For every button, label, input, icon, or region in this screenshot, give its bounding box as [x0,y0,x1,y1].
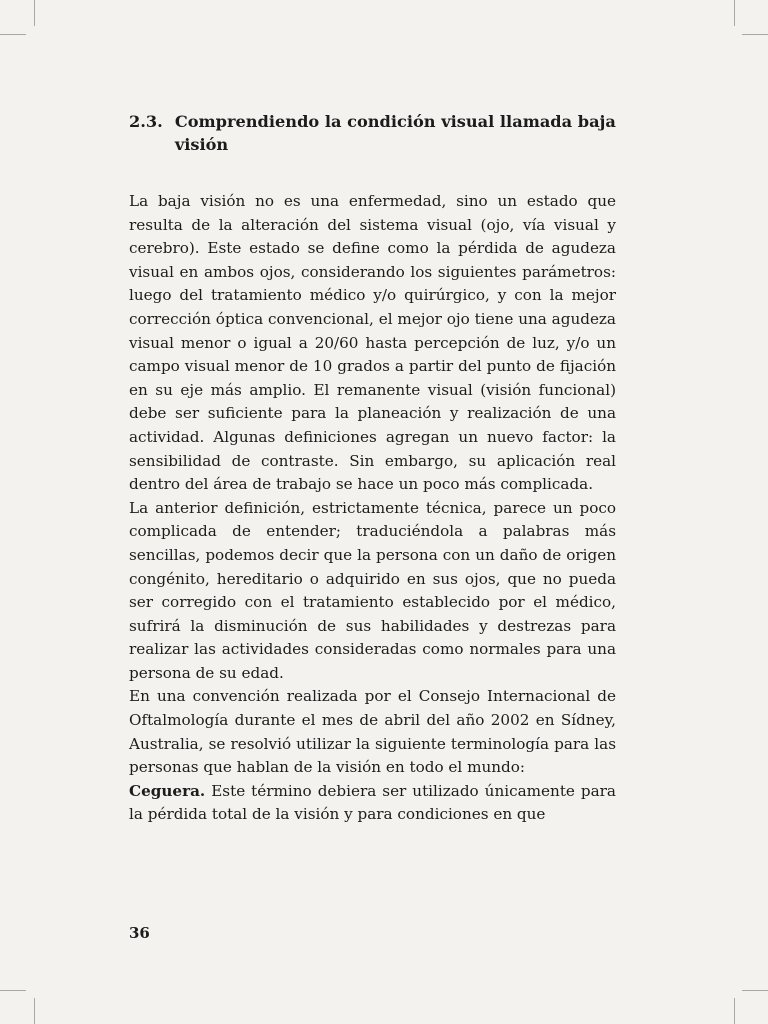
crop-mark [0,990,26,991]
body-text [129,190,616,827]
crop-mark [742,990,768,991]
section-number: 2.3. [129,112,163,131]
crop-mark [734,998,735,1024]
page-content [129,110,616,827]
section-heading [129,110,616,156]
crop-mark [34,998,35,1024]
page-number: 36 [129,924,150,942]
crop-mark [734,0,735,26]
term-label: Ceguera. [129,781,206,800]
paragraph: En una convención realizada por el Consejo Internacional de Oftalmología durante el mes de abril del año 2002 en Sídney, Australia, se resolvió utilizar la siguiente terminología para las personas que hablan de la visión en todo el mundo: [129,687,616,777]
crop-mark [0,34,26,35]
paragraph: La anterior definición, estrictamente técnica, parece un poco complicada de entender; traduciéndola a palabras más sencillas, podemos decir que la persona con un daño de origen congénito, hereditario o adquirido en sus ojos, que no pueda ser corregido con el tratamiento establecido por el médico, sufrirá la disminución de sus habilidades y destrezas para realizar las actividades consideradas como normales para una persona de su edad. [129,498,616,682]
section-title: Comprendiendo la condición visual llamada baja visión [174,112,616,154]
term-paragraph [129,780,616,827]
term-text: Este término debiera ser utilizado únicamente para la pérdida total de la visión y para condiciones en que [129,781,616,824]
crop-mark [34,0,35,26]
paragraph: La baja visión no es una enfermedad, sino un estado que resulta de la alteración del sistema visual (ojo, vía visual y cerebro). Este estado se define como la pérdida de agudeza visual en ambos ojos, considerando los siguientes parámetros: luego del tratamiento médico y/o quirúrgico, y con la mejor corrección óptica convencional, el mejor ojo tiene una agudeza visual menor o igual a 20/60 hasta percepción de luz, y/o un campo visual menor de 10 grados a partir del punto de fijación en su eje más amplio. El remanente visual (visión funcional) debe ser suficiente para la planeación y realización de una actividad. Algunas definiciones agregan un nuevo factor: la sensibilidad de contraste. Sin embargo, su aplicación real dentro del área de trabajo se hace un poco más complicada. [129,192,616,494]
crop-mark [742,34,768,35]
